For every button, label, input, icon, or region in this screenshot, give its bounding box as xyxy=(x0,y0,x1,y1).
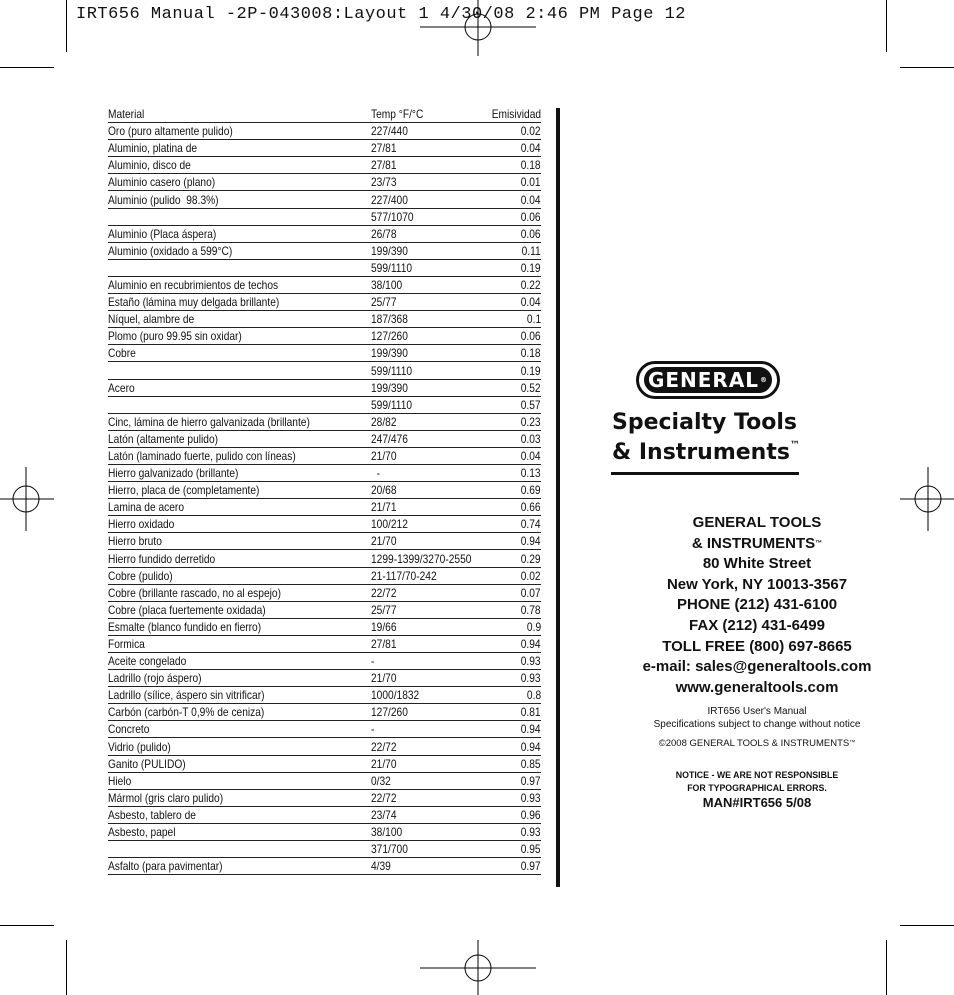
cell-emis: 0.69 xyxy=(485,482,541,499)
registration-mark-left xyxy=(0,467,54,531)
cell-material: Asbesto, tablero de xyxy=(108,806,371,823)
table-row xyxy=(108,482,541,499)
cell-temp: 21-117/70-242 xyxy=(371,567,485,584)
cell-material: Aluminio (Placa áspera) xyxy=(108,225,371,242)
cell-emis: 0.93 xyxy=(485,653,541,670)
notice-line-1: NOTICE - WE ARE NOT RESPONSIBLE xyxy=(675,770,839,780)
crop-mark xyxy=(886,0,887,52)
cell-emis: 0.22 xyxy=(485,276,541,293)
cell-temp: 1299-1399/3270-2550 xyxy=(371,550,485,567)
cell-temp: 599/1110 xyxy=(371,259,485,276)
table-row xyxy=(108,174,541,191)
table-row xyxy=(108,259,541,276)
table-row xyxy=(108,823,541,840)
cell-temp: 38/100 xyxy=(371,276,485,293)
cell-temp: 19/66 xyxy=(371,618,485,635)
table-row xyxy=(108,584,541,601)
cell-emis: 0.23 xyxy=(485,413,541,430)
cell-material: Oro (puro altamente pulido) xyxy=(108,123,371,140)
table-row xyxy=(108,533,541,550)
table-row xyxy=(108,447,541,464)
crop-mark xyxy=(66,0,67,52)
crop-mark xyxy=(66,940,67,995)
registered-mark: ® xyxy=(760,376,769,384)
cell-temp: - xyxy=(371,653,485,670)
cell-emis: 0.19 xyxy=(485,362,541,379)
cell-material: Asfalto (para pavimentar) xyxy=(108,858,371,875)
cell-emis: 0.57 xyxy=(485,396,541,413)
cell-temp: 199/390 xyxy=(371,345,485,362)
table-row xyxy=(108,550,541,567)
slug-line: IRT656 Manual -2P-043008:Layout 1 4/30/08 2:46 PM Page 12 xyxy=(76,5,686,24)
cell-emis: 0.52 xyxy=(485,379,541,396)
registration-mark-bottom xyxy=(420,940,536,995)
notice-line-2: FOR TYPOGRAPHICAL ERRORS. xyxy=(687,782,827,793)
cell-material: Cobre (placa fuertemente oxidada) xyxy=(108,601,371,618)
cell-temp: 199/390 xyxy=(371,242,485,259)
table-row xyxy=(108,379,541,396)
cell-emis: 0.07 xyxy=(485,584,541,601)
cell-temp: 199/390 xyxy=(371,379,485,396)
cell-emis: 0.01 xyxy=(485,174,541,191)
table-row xyxy=(108,738,541,755)
cell-temp: 127/260 xyxy=(371,328,485,345)
logo-ampersand: & xyxy=(612,440,632,465)
header-emissivity: Emisividad xyxy=(485,106,541,123)
cell-emis: 0.06 xyxy=(485,208,541,225)
cell-emis: 0.94 xyxy=(485,635,541,652)
cell-material xyxy=(108,396,371,413)
table-row xyxy=(108,721,541,738)
manual-info xyxy=(560,705,954,750)
cell-material: Cobre (brillante rascado, no al espejo) xyxy=(108,584,371,601)
cell-material: Ladrillo (rojo áspero) xyxy=(108,670,371,687)
cell-material: Latón (altamente pulido) xyxy=(108,430,371,447)
toll-free: TOLL FREE (800) 697-8665 xyxy=(662,637,852,655)
cell-material: Lamina de acero xyxy=(108,499,371,516)
cell-material: Aluminio (pulido 98.3%) xyxy=(108,191,371,208)
table-row xyxy=(108,516,541,533)
cell-material: Latón (laminado fuerte, pulido con líneas) xyxy=(108,447,371,464)
crop-mark xyxy=(0,67,54,68)
cell-temp: 21/70 xyxy=(371,755,485,772)
cell-temp: 25/77 xyxy=(371,601,485,618)
cell-material xyxy=(108,362,371,379)
cell-material xyxy=(108,208,371,225)
crop-mark xyxy=(900,925,954,926)
table-row xyxy=(108,499,541,516)
cell-temp: 23/74 xyxy=(371,806,485,823)
cell-emis: 0.1 xyxy=(485,311,541,328)
cell-material: Estaño (lámina muy delgada brillante) xyxy=(108,294,371,311)
copyright: ©2008 GENERAL TOOLS & INSTRUMENTS™ xyxy=(658,738,856,749)
city: New York, NY 10013-3567 xyxy=(666,575,848,593)
cell-material: Aceite congelado xyxy=(108,653,371,670)
table-row xyxy=(108,618,541,635)
cell-temp: 599/1110 xyxy=(371,362,485,379)
table-row xyxy=(108,294,541,311)
cell-emis: 0.18 xyxy=(485,345,541,362)
cell-material: Cobre (pulido) xyxy=(108,567,371,584)
cell-temp: 227/400 xyxy=(371,191,485,208)
cell-material: Ladrillo (sílice, áspero sin vitrificar) xyxy=(108,687,371,704)
cell-emis: 0.97 xyxy=(485,772,541,789)
website: www.generaltools.com xyxy=(675,678,839,696)
crop-mark xyxy=(0,925,54,926)
phone: PHONE (212) 431-6100 xyxy=(676,596,838,614)
table-row xyxy=(108,362,541,379)
table-row xyxy=(108,858,541,875)
cell-temp: 38/100 xyxy=(371,823,485,840)
cell-emis: 0.78 xyxy=(485,601,541,618)
table-row xyxy=(108,755,541,772)
table-row xyxy=(108,841,541,858)
crop-mark xyxy=(900,67,954,68)
cell-material: Carbón (carbón-T 0,9% de ceniza) xyxy=(108,704,371,721)
cell-emis: 0.94 xyxy=(485,721,541,738)
logo-specialty-tools: Specialty Tools xyxy=(612,410,797,435)
logo-instruments xyxy=(612,440,800,465)
cell-emis: 0.94 xyxy=(485,533,541,550)
cell-emis: 0.29 xyxy=(485,550,541,567)
table-row xyxy=(108,653,541,670)
manual-title: IRT656 User's Manual xyxy=(707,706,807,717)
cell-emis: 0.03 xyxy=(485,430,541,447)
cell-emis: 0.66 xyxy=(485,499,541,516)
cell-temp: 599/1110 xyxy=(371,396,485,413)
cell-emis: 0.93 xyxy=(485,789,541,806)
cell-emis: 0.93 xyxy=(485,823,541,840)
cell-material: Plomo (puro 99.95 sin oxidar) xyxy=(108,328,371,345)
table-row xyxy=(108,311,541,328)
cell-temp: 371/700 xyxy=(371,841,485,858)
table-row xyxy=(108,704,541,721)
cell-emis: 0.93 xyxy=(485,670,541,687)
table-row xyxy=(108,601,541,618)
table-row xyxy=(108,670,541,687)
cell-emis: 0.11 xyxy=(485,242,541,259)
table-row xyxy=(108,225,541,242)
logo-brand: GENERAL xyxy=(647,368,760,392)
cell-temp: 27/81 xyxy=(371,140,485,157)
company-address xyxy=(560,513,954,698)
cell-material: Ganito (PULIDO) xyxy=(108,755,371,772)
table-row xyxy=(108,345,541,362)
cell-temp: 21/70 xyxy=(371,447,485,464)
cell-temp: 247/476 xyxy=(371,430,485,447)
registration-mark-top xyxy=(420,0,536,56)
table-row xyxy=(108,140,541,157)
crop-mark xyxy=(886,940,887,995)
cell-material: Formica xyxy=(108,635,371,652)
table-row xyxy=(108,208,541,225)
cell-emis: 0.13 xyxy=(485,464,541,481)
table-row xyxy=(108,396,541,413)
cell-material: Hierro galvanizado (brillante) xyxy=(108,464,371,481)
table-row xyxy=(108,123,541,140)
cell-temp: 187/368 xyxy=(371,311,485,328)
cell-temp: 25/77 xyxy=(371,294,485,311)
cell-material: Hierro fundido derretido xyxy=(108,550,371,567)
cell-material: Mármol (gris claro pulido) xyxy=(108,789,371,806)
logo-underline xyxy=(611,472,799,475)
fax: FAX (212) 431-6499 xyxy=(689,616,825,634)
cell-material xyxy=(108,259,371,276)
cell-material: Esmalte (blanco fundido en fierro) xyxy=(108,618,371,635)
table-row xyxy=(108,806,541,823)
cell-temp: 127/260 xyxy=(371,704,485,721)
header-temp: Temp °F/°C xyxy=(371,106,485,123)
cell-emis: 0.19 xyxy=(485,259,541,276)
table-row xyxy=(108,430,541,447)
table-row xyxy=(108,635,541,652)
cell-emis: 0.85 xyxy=(485,755,541,772)
table-row xyxy=(108,413,541,430)
cell-emis: 0.9 xyxy=(485,618,541,635)
general-logo-inner xyxy=(644,367,772,393)
table-body xyxy=(108,123,541,875)
table-row xyxy=(108,276,541,293)
cell-material: Acero xyxy=(108,379,371,396)
cell-temp: 100/212 xyxy=(371,516,485,533)
cell-material: Vidrio (pulido) xyxy=(108,738,371,755)
cell-temp: 21/71 xyxy=(371,499,485,516)
table-row xyxy=(108,772,541,789)
cell-emis: 0.04 xyxy=(485,191,541,208)
cell-temp: 20/68 xyxy=(371,482,485,499)
cell-temp: 26/78 xyxy=(371,225,485,242)
cell-temp: 21/70 xyxy=(371,670,485,687)
cell-material: Aluminio en recubrimientos de techos xyxy=(108,276,371,293)
trademark-mark: ™ xyxy=(789,440,800,451)
cell-material: Asbesto, papel xyxy=(108,823,371,840)
cell-material: Cinc, lámina de hierro galvanizada (brillante) xyxy=(108,413,371,430)
cell-emis: 0.74 xyxy=(485,516,541,533)
table-row xyxy=(108,464,541,481)
cell-temp: - xyxy=(371,721,485,738)
cell-emis: 0.04 xyxy=(485,447,541,464)
table-row xyxy=(108,242,541,259)
table-row xyxy=(108,789,541,806)
cell-material: Aluminio, disco de xyxy=(108,157,371,174)
table-header-row xyxy=(108,106,541,123)
cell-temp: 577/1070 xyxy=(371,208,485,225)
cell-material: Aluminio casero (plano) xyxy=(108,174,371,191)
cell-material: Hierro bruto xyxy=(108,533,371,550)
cell-temp: 28/82 xyxy=(371,413,485,430)
cell-temp: 227/440 xyxy=(371,123,485,140)
cell-temp: 1000/1832 xyxy=(371,687,485,704)
manual-number: MAN#IRT656 5/08 xyxy=(702,795,812,810)
company-name-2: & INSTRUMENTS™ xyxy=(691,534,823,552)
cell-material: Aluminio, platina de xyxy=(108,140,371,157)
cell-emis: 0.8 xyxy=(485,687,541,704)
cell-emis: 0.95 xyxy=(485,841,541,858)
cell-emis: 0.97 xyxy=(485,858,541,875)
cell-material: Aluminio (oxidado a 599°C) xyxy=(108,242,371,259)
header-material: Material xyxy=(108,106,371,123)
cell-emis: 0.06 xyxy=(485,328,541,345)
table-row xyxy=(108,157,541,174)
cell-material: Níquel, alambre de xyxy=(108,311,371,328)
cell-material xyxy=(108,841,371,858)
cell-temp: 27/81 xyxy=(371,157,485,174)
cell-temp: 0/32 xyxy=(371,772,485,789)
table-row xyxy=(108,191,541,208)
cell-temp: 22/72 xyxy=(371,584,485,601)
specs-notice: Specifications subject to change without notice xyxy=(653,719,861,730)
email: e-mail: sales@generaltools.com xyxy=(642,658,872,676)
cell-material: Hielo xyxy=(108,772,371,789)
street: 80 White Street xyxy=(702,555,812,573)
cell-temp: 22/72 xyxy=(371,738,485,755)
cell-temp: - xyxy=(371,464,485,481)
cell-emis: 0.06 xyxy=(485,225,541,242)
cell-material: Hierro oxidado xyxy=(108,516,371,533)
cell-emis: 0.96 xyxy=(485,806,541,823)
cell-temp: 22/72 xyxy=(371,789,485,806)
company-name-1: GENERAL TOOLS xyxy=(692,514,822,531)
logo-instruments-text: Instruments xyxy=(638,440,790,465)
cell-emis: 0.02 xyxy=(485,567,541,584)
typo-notice xyxy=(560,769,954,794)
cell-emis: 0.04 xyxy=(485,294,541,311)
cell-emis: 0.18 xyxy=(485,157,541,174)
cell-temp: 23/73 xyxy=(371,174,485,191)
cell-material: Hierro, placa de (completamente) xyxy=(108,482,371,499)
cell-emis: 0.02 xyxy=(485,123,541,140)
emissivity-table xyxy=(108,106,541,875)
table-row xyxy=(108,567,541,584)
cell-emis: 0.81 xyxy=(485,704,541,721)
cell-material: Cobre xyxy=(108,345,371,362)
cell-material: Concreto xyxy=(108,721,371,738)
cell-temp: 27/81 xyxy=(371,635,485,652)
table-row xyxy=(108,687,541,704)
cell-temp: 21/70 xyxy=(371,533,485,550)
cell-temp: 4/39 xyxy=(371,858,485,875)
general-logo xyxy=(636,361,780,399)
cell-emis: 0.94 xyxy=(485,738,541,755)
table-row xyxy=(108,328,541,345)
cell-emis: 0.04 xyxy=(485,140,541,157)
